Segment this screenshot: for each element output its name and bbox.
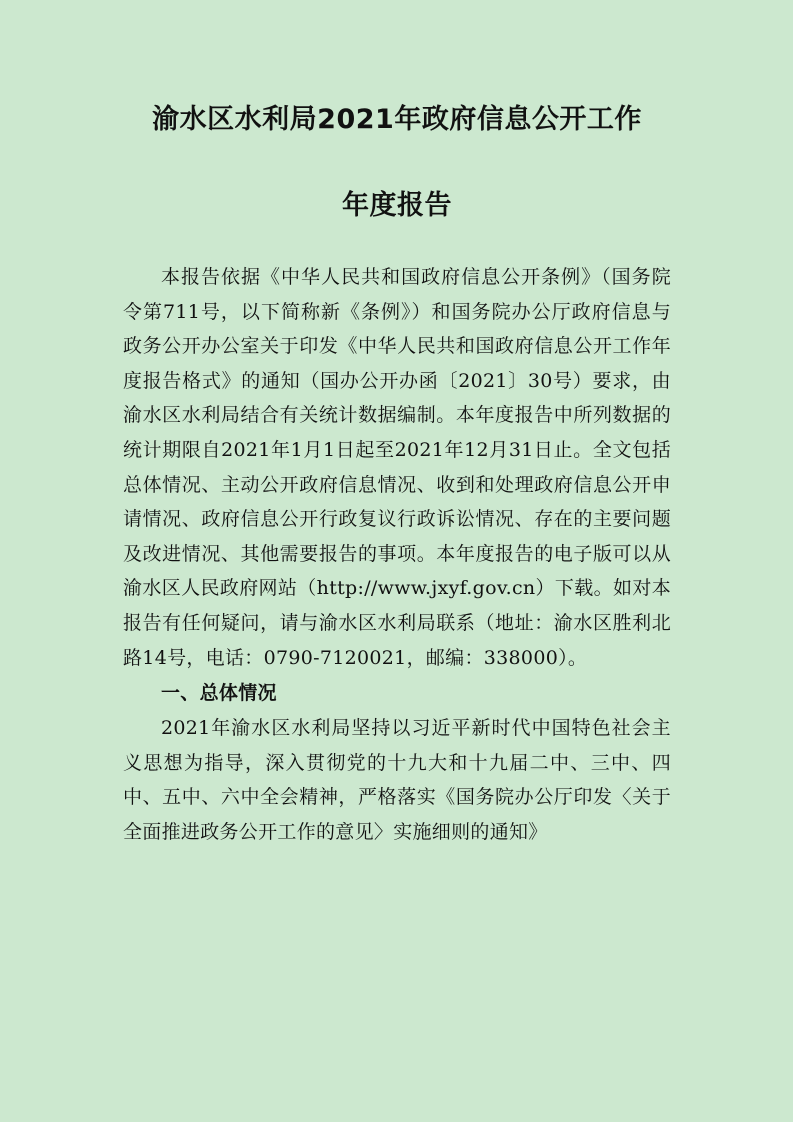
report-body: [123, 260, 671, 850]
report-title-line1: 渝水区水利局2021年政府信息公开工作: [152, 104, 642, 135]
overview-paragraph: 2021年渝水区水利局坚持以习近平新时代中国特色社会主义思想为指导，深入贯彻党的十九大和十九届二中、三中、四中、五中、六中全会精神，严格落实《国务院办公厅印发〈关于全面推进政务公开工作的意见〉实施细则的通知》: [123, 717, 671, 843]
intro-paragraph: 本报告依据《中华人民共和国政府信息公开条例》（国务院令第711号，以下简称新《条例》）和国务院办公厅政府信息与政务公开办公室关于印发《中华人民共和国政府信息公开工作年度报告格式》的通知（国办公开办函〔2021〕30号）要求，由渝水区水利局结合有关统计数据编制。本年度报告中所列数据的统计期限自2021年1月1日起至2021年12月31日止。全文包括总体情况、主动公开政府信息情况、收到和处理政府信息公开申请情况、政府信息公开行政复议行政诉讼情况、存在的主要问题及改进情况、其他需要报告的事项。本年度报告的电子版可以从渝水区人民政府网站（http://www.jxyf.gov.cn）下载。如对本报告有任何疑问，请与渝水区水利局联系（地址：渝水区胜利北路14号，电话：0790-7120021，邮编：338000）。: [123, 266, 671, 669]
report-title-line2: 年度报告: [342, 190, 452, 221]
section-heading-overview: 一、总体情况: [161, 682, 277, 705]
